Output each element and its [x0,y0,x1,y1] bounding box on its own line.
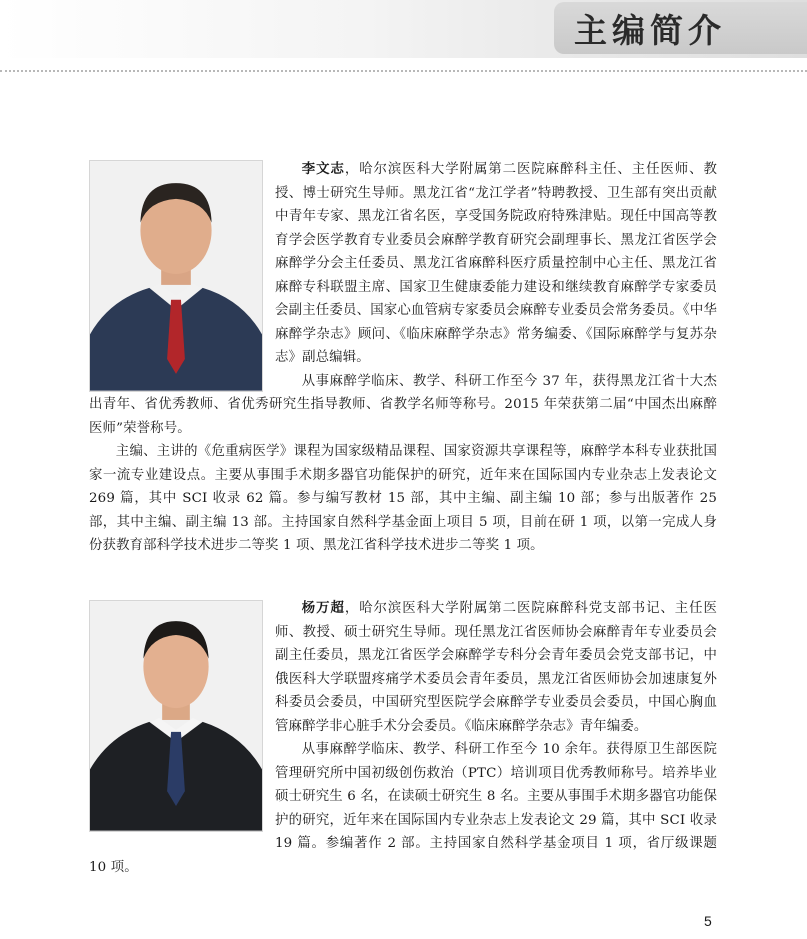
bio-paragraph: 从事麻醉学临床、教学、科研工作至今 37 年，获得黑龙江省十大杰出青年、省优秀教师、省优秀研究生指导教师、省教学名师等称号。2015 年荣获第二届“中国杰出麻醉医师”荣誉称号。 [89,373,717,436]
photo-spacer [89,158,275,390]
editor-name: 杨万超 [301,601,345,616]
editor-name: 李文志 [301,162,345,177]
header-divider [0,70,807,72]
page-number: 5 [704,913,712,929]
photo-spacer [89,597,275,854]
bio-paragraph: 李文志，哈尔滨医科大学附属第二医院麻醉科主任、主任医师、教授、博士研究生导师。黑龙江省“龙江学者”特聘教授、卫生部有突出贡献中青年专家、黑龙江省名医，享受国务院政府特殊津贴。现任中国高等教育学会医学教育专业委员会麻醉学教育研究会副理事长、黑龙江省医学会麻醉学分会主任委员、黑龙江省麻醉科医疗质量控制中心主任、黑龙江省麻醉专科联盟主席、国家卫生健康委能力建设和继续教育麻醉学专家委员会副主任委员、国家心血管病专家委员会麻醉专业委员会常务委员。《中华麻醉学杂志》顾问、《临床麻醉学杂志》常务编委、《国际麻醉学与复苏杂志》副总编辑。 [275,162,718,365]
bio-paragraph: 杨万超，哈尔滨医科大学附属第二医院麻醉科党支部书记、主任医师、教授、硕士研究生导师。现任黑龙江省医师协会麻醉青年专业委员会副主任委员，黑龙江省医学会麻醉学专科分会青年委员会党支部书记，中俄医科大学联盟疼痛学术委员会青年委员，黑龙江省医师协会加速康复外科委员会委员，中国研究型医院学会麻醉学专业委员会委员，中国心胸血管麻醉学非心脏手术分会委员。《临床麻醉学杂志》青年编委。 [275,601,718,734]
bio-paragraph: 主编、主讲的《危重病医学》课程为国家级精品课程、国家资源共享课程等，麻醉学本科专业获批国家一流专业建设点。主要从事围手术期多器官功能保护的研究，近年来在国际国内专业杂志上发表论文 269 篇，其中 SCI 收录 62 篇。参与编写教材 15 部，其中主编、副主编 10 部；参与出版著作 25 部，其中主编、副主编 13 部。主持国家自然科学基金面上项目 5 项，目前在研 1 项，以第一完成人身份获教育部科学技术进步二等奖 1 项、黑龙江省科学技术进步二等奖 1 项。 [89,444,717,553]
editor-bio-yang-wanchao [89,597,717,879]
bio-paragraph: 从事麻醉学临床、教学、科研工作至今 10 余年。获得原卫生部医院管理研究所中国初级创伤救治（PTC）培训项目优秀教师称号。培养毕业硕士研究生 6 名，在读硕士研究生 8 名。主要从事围手术期多器官功能保护的研究，近年来在国际国内专业杂志上发表论文 29 篇，其中 SCI 收录 19 篇。参编著作 2 部。主持国家自然科学基金项目 1 项，省厅级课题 10 项。 [89,742,717,875]
section-title: 主编简介 [574,10,726,50]
section-title-tab [554,2,807,54]
editor-bio-li-wenzhi [89,158,717,558]
